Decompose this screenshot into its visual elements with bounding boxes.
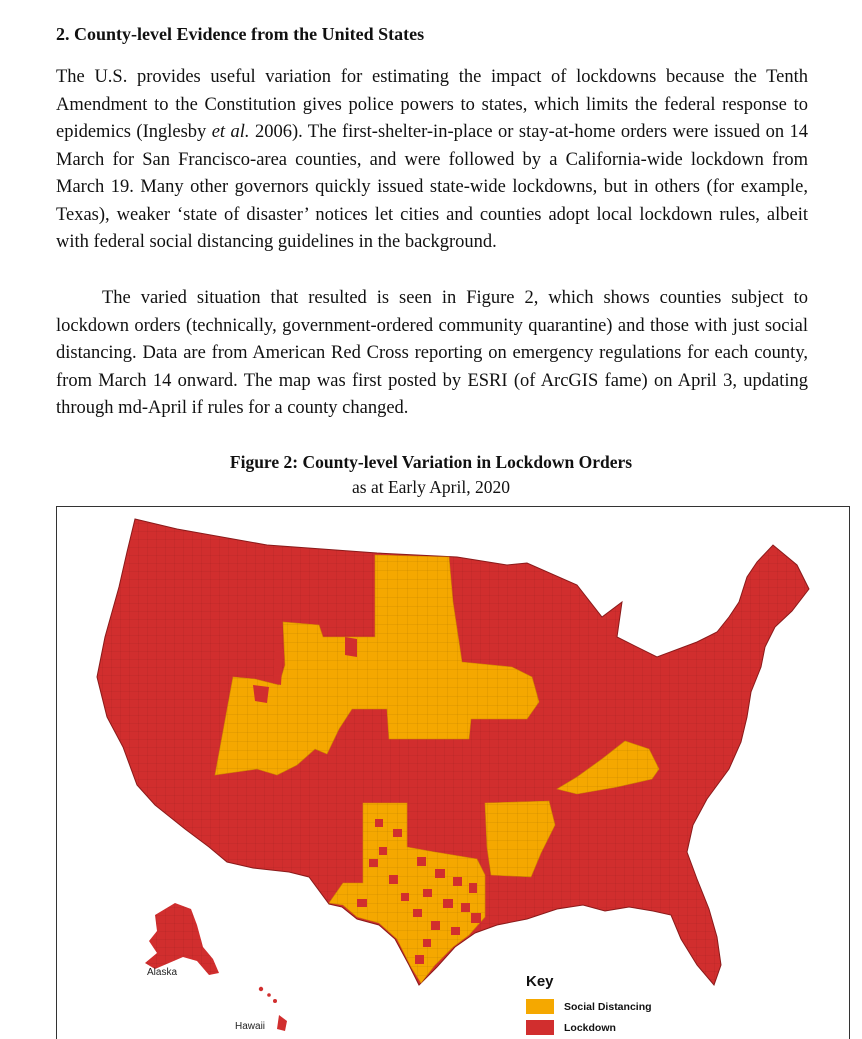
lockdown-label: Lockdown [564, 1021, 616, 1034]
paragraph-2: The varied situation that resulted is seen in Figure 2, which shows counties subject to lockdown orders (technically, government-ordered community quarantine) and those with just social distancing. Data are from American Red Cross reporting on emergency regulations for each county, from March 14 onward. The map was first posted by ESRI (of ArcGIS fame) on April 3, updating through md-April if rules for a county changed. [56, 288, 808, 418]
lockdown-swatch [526, 1020, 554, 1035]
alaska-label: Alaska [147, 967, 178, 978]
us-county-map [57, 507, 850, 1039]
social-distancing-swatch [526, 999, 554, 1014]
paragraph-1-et-al: et al. [211, 122, 250, 142]
paragraph-1 [56, 64, 808, 257]
lockdown-map [56, 506, 850, 1039]
figure-subtitle: as at Early April, 2020 [352, 477, 510, 497]
map-key-title: Key [526, 973, 554, 990]
paragraph-1-text-a: The U.S. provides useful variation for estimating the impact of lockdowns because the Tenth Amendment to the Constitution gives police powers to states, which limits the federal response to epidemics (Inglesby [56, 67, 808, 142]
figure-title: Figure 2: County-level Variation in Lockdown Orders [229, 452, 633, 472]
key-social-distancing [526, 999, 652, 1014]
hawaii-label: Hawaii [235, 1021, 266, 1032]
section-heading: 2. County-level Evidence from the United States [56, 24, 425, 44]
paragraph-1-text-b: 2006). The first-shelter-in-place or stay-at-home orders were issued on 14 March for San Francisco-area counties, and were followed by a California-wide lockdown from March 19. Many other governors quickly issued state-wide lockdowns, but in others (for example, Texas), weaker ‘state of disaster’ notices let cities and counties adopt local lockdown rules, albeit with federal social distancing guidelines in the background. [56, 122, 808, 252]
key-lockdown [526, 1020, 616, 1035]
social-distancing-label: Social Distancing [564, 1000, 652, 1013]
